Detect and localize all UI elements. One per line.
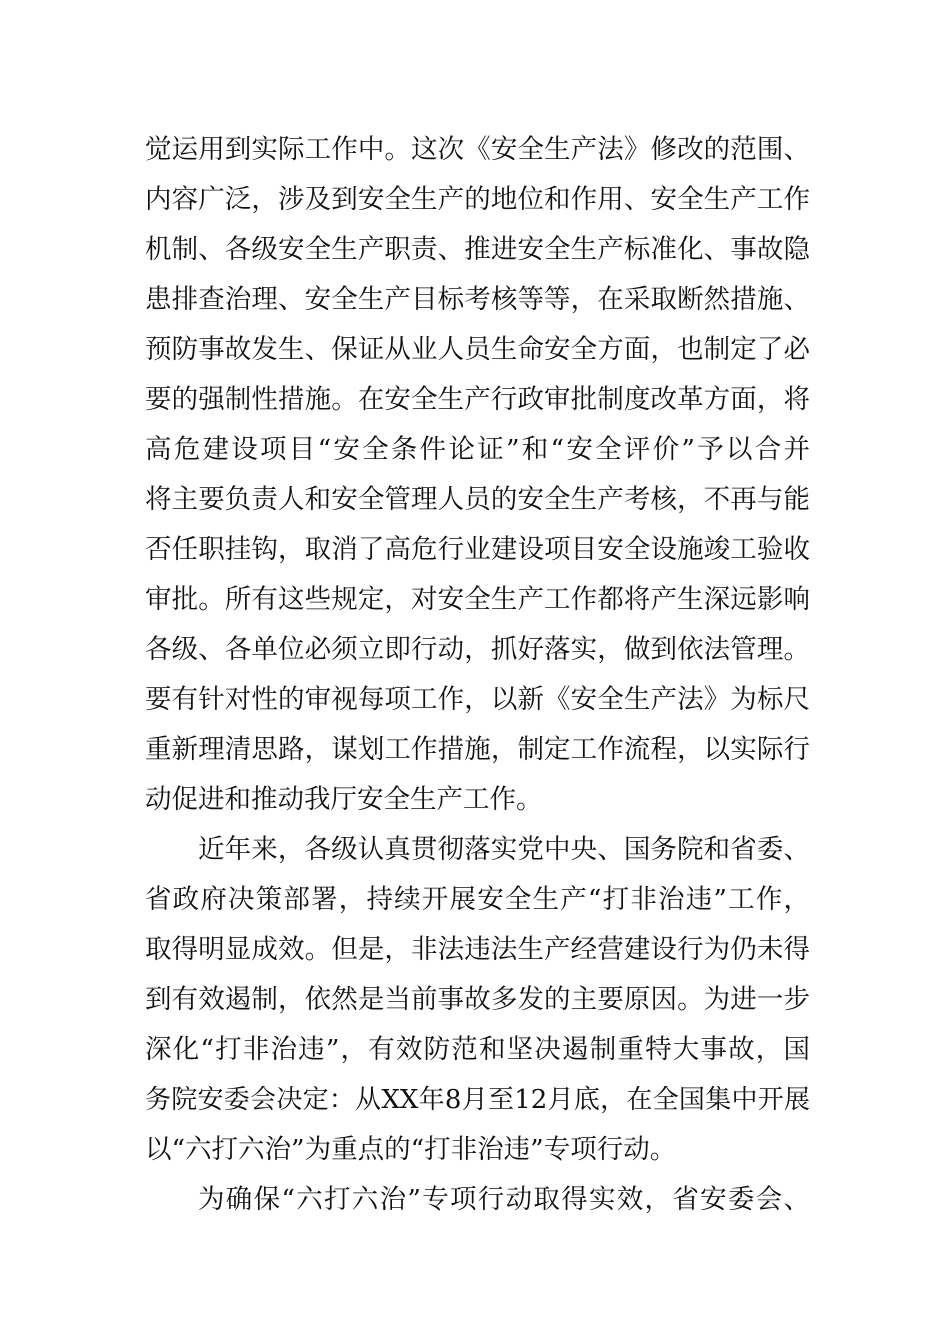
text-line: 务院安委会决定：从XX年8月至12月底，在全国集中开展 [145, 1085, 810, 1115]
text-line: 动促进和推动我厅安全生产工作。 [145, 784, 543, 815]
text-line: 各级、各单位必须立即行动，抓好落实，做到依法管理。 [145, 634, 810, 665]
text-line: 省政府决策部署，持续开展安全生产“打非治违”工作， [145, 884, 810, 915]
text-line: 取得明显成效。但是，非法违法生产经营建设行为仍未得 [145, 934, 810, 965]
text-line: 将主要负责人和安全管理人员的安全生产考核，不再与能 [145, 484, 810, 515]
text-line: 深化“打非治违”，有效防范和坚决遏制重特大事故，国 [145, 1034, 810, 1065]
text-line: 到有效遏制，依然是当前事故多发的主要原因。为进一步 [145, 984, 810, 1015]
text-line: 否任职挂钩，取消了高危行业建设项目安全设施竣工验收 [145, 534, 810, 565]
text-line: 重新理清思路，谋划工作措施，制定工作流程，以实际行 [145, 734, 810, 765]
text-line: 要有针对性的审视每项工作，以新《安全生产法》为标尺 [145, 684, 810, 715]
text-line: 审批。所有这些规定，对安全生产工作都将产生深远影响 [145, 584, 810, 615]
text-line: 要的强制性措施。在安全生产行政审批制度改革方面，将 [145, 384, 810, 415]
text-line: 患排查治理、安全生产目标考核等等，在采取断然措施、 [145, 284, 810, 315]
text-line: 高危建设项目“安全条件论证”和“安全评价”予以合并 [145, 434, 810, 465]
text-line: 以“六打六治”为重点的“打非治违”专项行动。 [145, 1134, 677, 1165]
paragraph-first-line: 近年来，各级认真贯彻落实党中央、国务院和省委、 [198, 834, 810, 865]
text-line: 机制、各级安全生产职责、推进安全生产标准化、事故隐 [145, 234, 810, 265]
text-line: 内容广泛，涉及到安全生产的地位和作用、安全生产工作 [145, 184, 810, 215]
text-line: 预防事故发生、保证从业人员生命安全方面，也制定了必 [145, 334, 810, 365]
paragraph-first-line: 为确保“六打六治”专项行动取得实效，省安委会、 [198, 1184, 810, 1215]
text-line: 觉运用到实际工作中。这次《安全生产法》修改的范围、 [145, 134, 810, 165]
